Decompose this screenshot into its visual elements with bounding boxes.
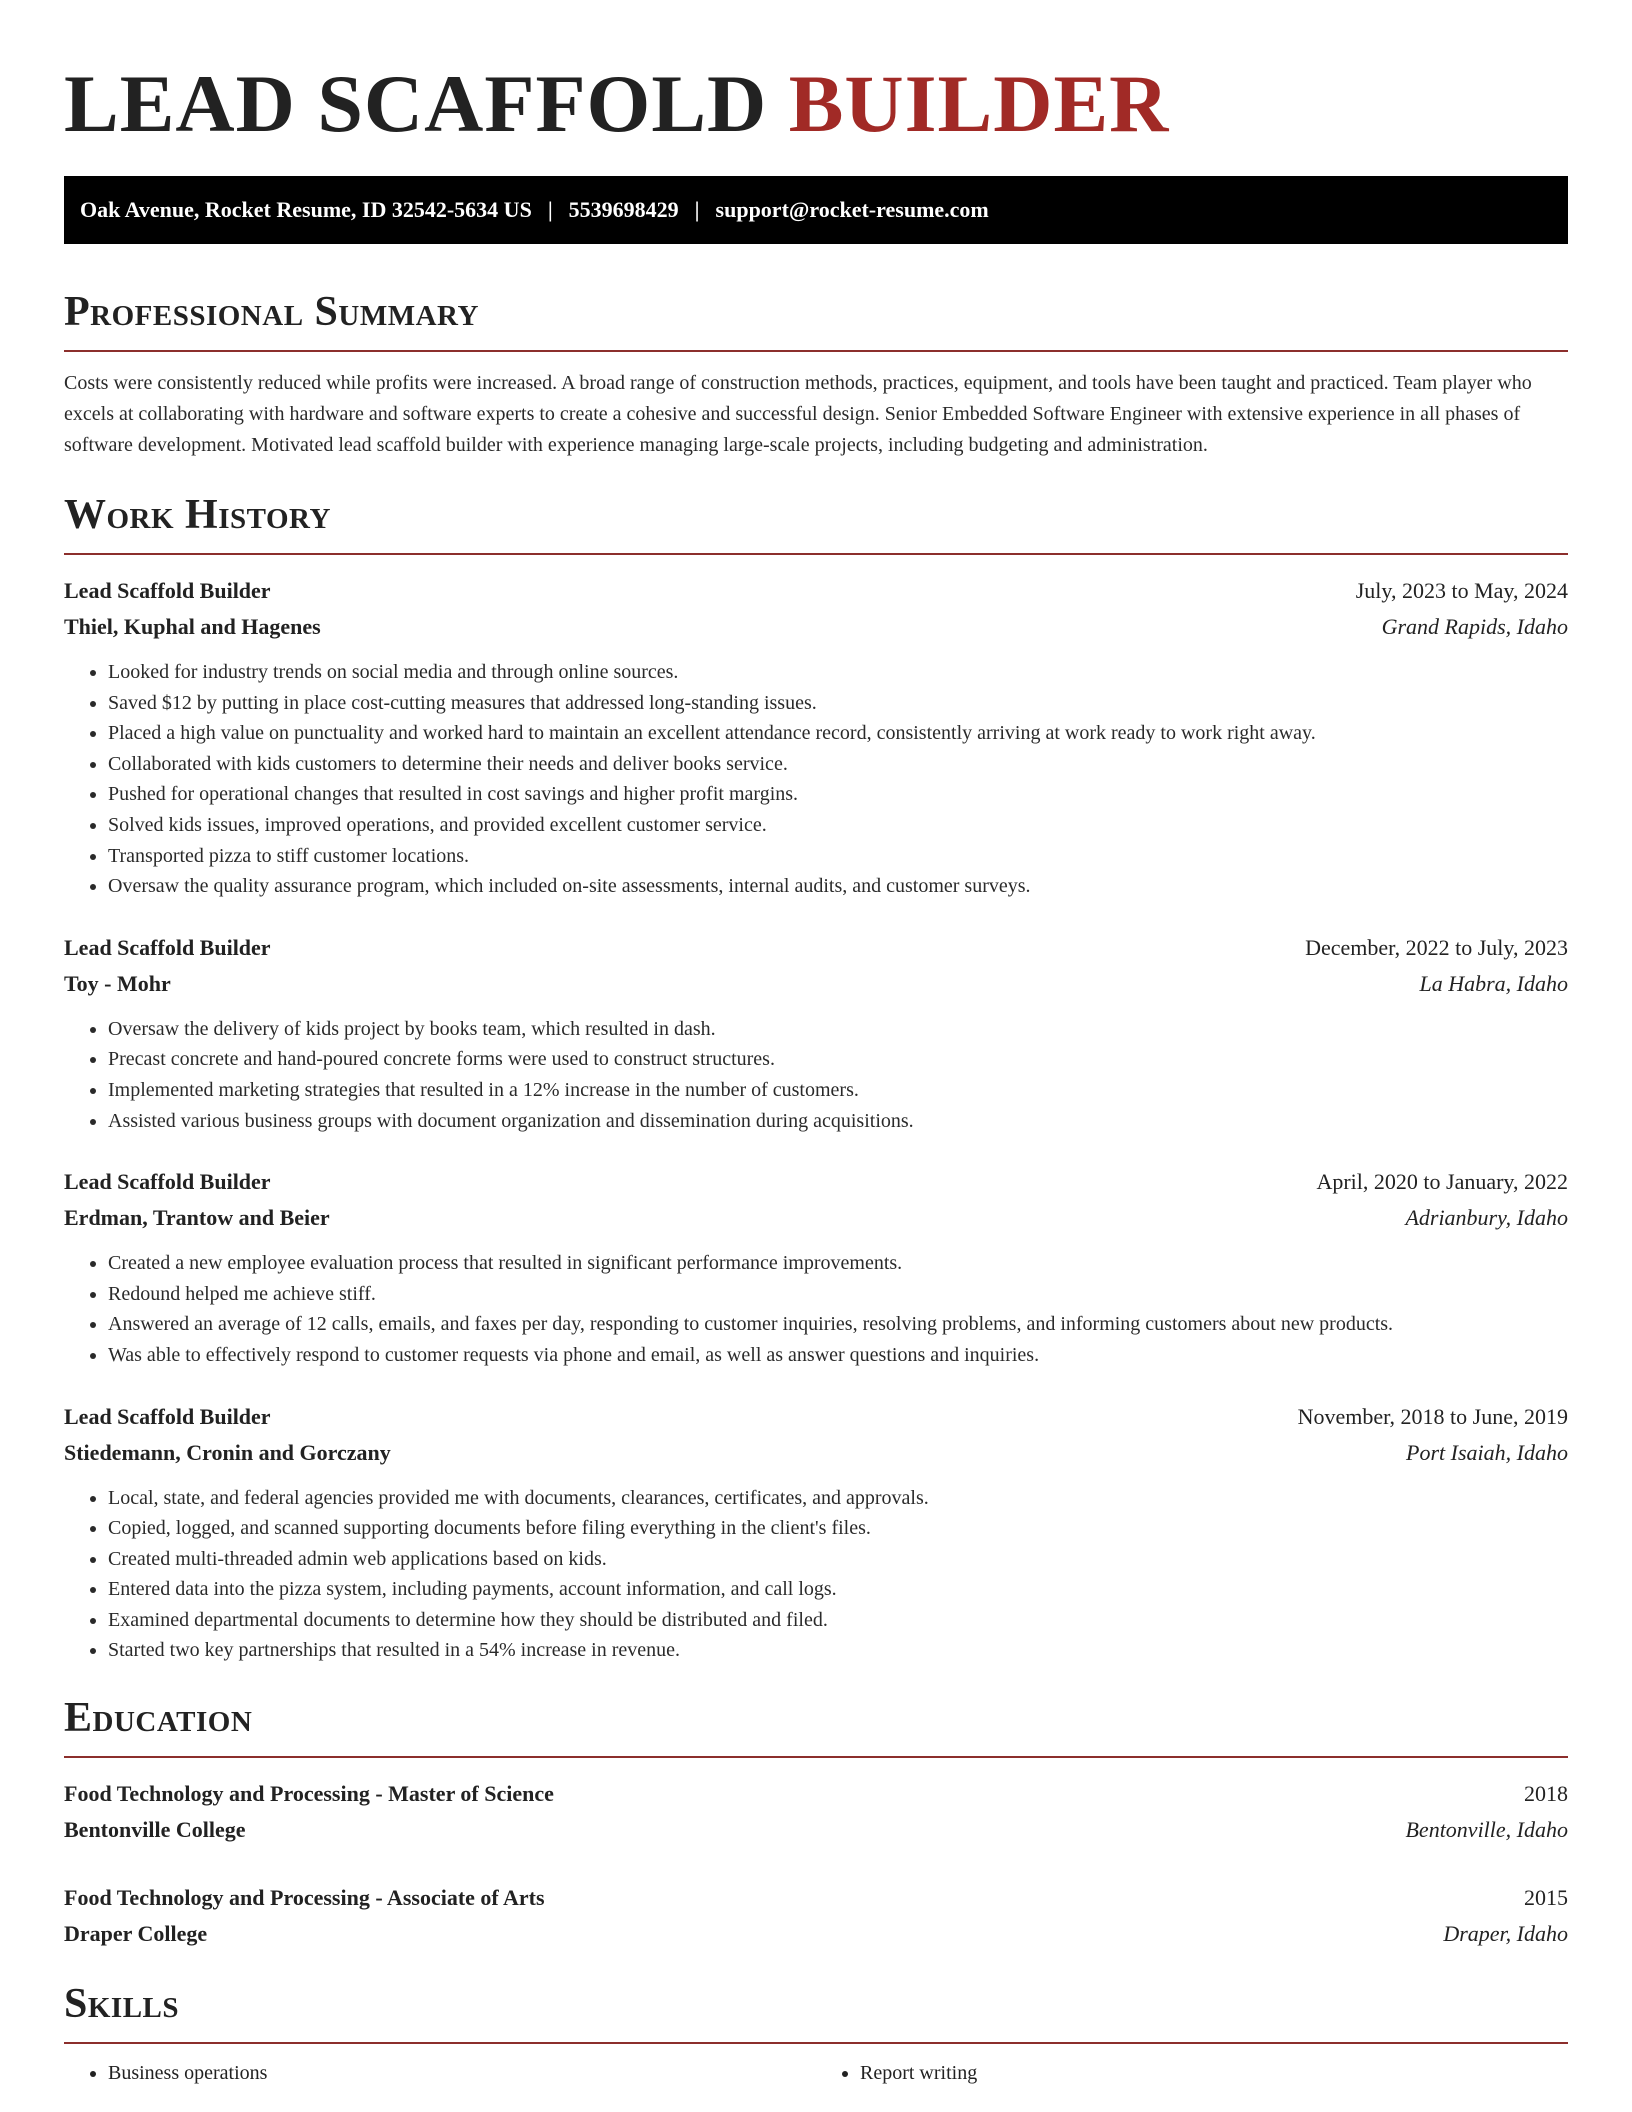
section-divider [64, 350, 1568, 352]
resume-page [64, 0, 1568, 2088]
contact-email[interactable]: support@rocket-resume.com [715, 197, 989, 222]
job-location: La Habra, Idaho [1419, 970, 1568, 996]
contact-separator: | [694, 197, 700, 222]
education-heading: Education [64, 1695, 253, 1742]
section-divider [64, 553, 1568, 555]
education-school: Bentonville College [64, 1817, 246, 1843]
job-bullet: • Implemented marketing strategies that resulted in a 12% increase in the number of customers. [108, 1075, 1568, 1106]
skills-column-right [816, 2058, 1568, 2088]
skill-item: • Report writing [860, 2058, 1568, 2088]
job-bullet: • Entered data into the pizza system, including payments, account information, and call logs. [108, 1574, 1568, 1605]
section-divider [64, 2042, 1568, 2044]
skill-item: • Business operations [108, 2058, 816, 2088]
job-bullets [64, 1014, 1568, 1136]
job-dates: April, 2020 to January, 2022 [1316, 1169, 1568, 1195]
job-bullet: • Copied, logged, and scanned supporting documents before filing everything in the client's files. [108, 1513, 1568, 1544]
job-location: Grand Rapids, Idaho [1381, 614, 1568, 639]
job-position: Lead Scaffold Builder [64, 1169, 271, 1195]
skills-heading: Skills [64, 1981, 180, 2028]
job-bullet: • Created a new employee evaluation process that resulted in significant performance improvements. [108, 1248, 1568, 1279]
name-accent: BUILDER [788, 58, 1170, 149]
job-entry [64, 1399, 1568, 1667]
job-position: Lead Scaffold Builder [64, 934, 271, 960]
skills-column-left [64, 2058, 816, 2088]
job-company: Thiel, Kuphal and Hagenes [64, 614, 321, 639]
job-company: Toy - Mohr [64, 970, 171, 996]
job-bullet: • Pushed for operational changes that resulted in cost savings and higher profit margins. [108, 779, 1568, 810]
resume-name [64, 0, 1568, 154]
job-entry [64, 573, 1568, 902]
job-bullet: • Placed a high value on punctuality and worked hard to maintain an excellent attendance record, consistently arriving at work ready to work right away. [108, 718, 1568, 749]
job-bullet: • Was able to effectively respond to customer requests via phone and email, as well as answer questions and inquiries. [108, 1340, 1568, 1371]
job-bullet: • Assisted various business groups with document organization and dissemination during acquisitions. [108, 1106, 1568, 1137]
education-degree: Food Technology and Processing - Master of Science [64, 1781, 554, 1807]
education-school: Draper College [64, 1921, 208, 1947]
job-bullet: • Precast concrete and hand-poured concrete forms were used to construct structures. [108, 1044, 1568, 1075]
job-dates: December, 2022 to July, 2023 [1305, 934, 1568, 960]
job-dates: November, 2018 to June, 2019 [1297, 1403, 1568, 1429]
job-bullet: • Saved $12 by putting in place cost-cutting measures that addressed long-standing issues. [108, 688, 1568, 719]
education-location: Bentonville, Idaho [1405, 1817, 1568, 1843]
job-bullet: • Examined departmental documents to determine how they should be distributed and filed. [108, 1605, 1568, 1636]
education-location: Draper, Idaho [1443, 1921, 1568, 1947]
job-company: Stiedemann, Cronin and Gorczany [64, 1439, 391, 1465]
job-location: Port Isaiah, Idaho [1406, 1439, 1568, 1465]
education-degree: Food Technology and Processing - Associate of Arts [64, 1885, 545, 1911]
section-divider [64, 1756, 1568, 1758]
summary-text: Costs were consistently reduced while profits were increased. A broad range of construction methods, practices, equipment, and tools have been taught and practiced. Team player who excels at collaborating with hardware and software experts to create a cohesive and successful design. Senior Embedded Software Engineer with extensive experience in all phases of software development. Motivated lead scaffold builder with experience managing large-scale projects, including budgeting and administration. [64, 372, 1532, 456]
education-year: 2018 [1524, 1781, 1568, 1807]
contact-phone[interactable]: 5539698429 [568, 197, 679, 222]
job-bullet: • Answered an average of 12 calls, emails, and faxes per day, responding to customer inquiries, resolving problems, and informing customers about new products. [108, 1309, 1568, 1340]
skills-list [64, 2058, 1568, 2088]
job-bullet: • Solved kids issues, improved operations, and provided excellent customer service. [108, 810, 1568, 841]
job-bullets [64, 657, 1568, 902]
job-bullet: • Created multi-threaded admin web applications based on kids. [108, 1544, 1568, 1575]
education-year: 2015 [1524, 1885, 1568, 1911]
job-company: Erdman, Trantow and Beier [64, 1205, 330, 1231]
job-bullet: • Oversaw the delivery of kids project by books team, which resulted in dash. [108, 1014, 1568, 1045]
job-dates: July, 2023 to May, 2024 [1355, 578, 1568, 603]
job-bullet: • Started two key partnerships that resulted in a 54% increase in revenue. [108, 1635, 1568, 1666]
job-bullet: • Collaborated with kids customers to determine their needs and deliver books service. [108, 749, 1568, 780]
job-position: Lead Scaffold Builder [64, 578, 271, 603]
job-bullet: • Looked for industry trends on social media and through online sources. [108, 657, 1568, 688]
contact-separator: | [547, 197, 553, 222]
job-entry [64, 1164, 1568, 1370]
contact-bar [64, 176, 1568, 244]
job-bullets [64, 1483, 1568, 1667]
job-bullet: • Oversaw the quality assurance program, which included on-site assessments, internal audits, and customer surveys. [108, 871, 1568, 902]
name-main: LEAD SCAFFOLD [64, 58, 768, 149]
work-history-heading: Work History [64, 492, 331, 538]
summary-heading: Professional Summary [64, 289, 479, 335]
job-bullets [64, 1248, 1568, 1370]
job-location: Adrianbury, Idaho [1405, 1205, 1568, 1231]
contact-address: Oak Avenue, Rocket Resume, ID 32542-5634 US [80, 197, 532, 222]
job-bullet: • Redound helped me achieve stiff. [108, 1279, 1568, 1310]
job-position: Lead Scaffold Builder [64, 1403, 271, 1429]
job-bullet: • Transported pizza to stiff customer locations. [108, 841, 1568, 872]
job-entry [64, 930, 1568, 1136]
education-entry [64, 1880, 1568, 1952]
job-bullet: • Local, state, and federal agencies provided me with documents, clearances, certificates, and approvals. [108, 1483, 1568, 1514]
education-entry [64, 1776, 1568, 1848]
